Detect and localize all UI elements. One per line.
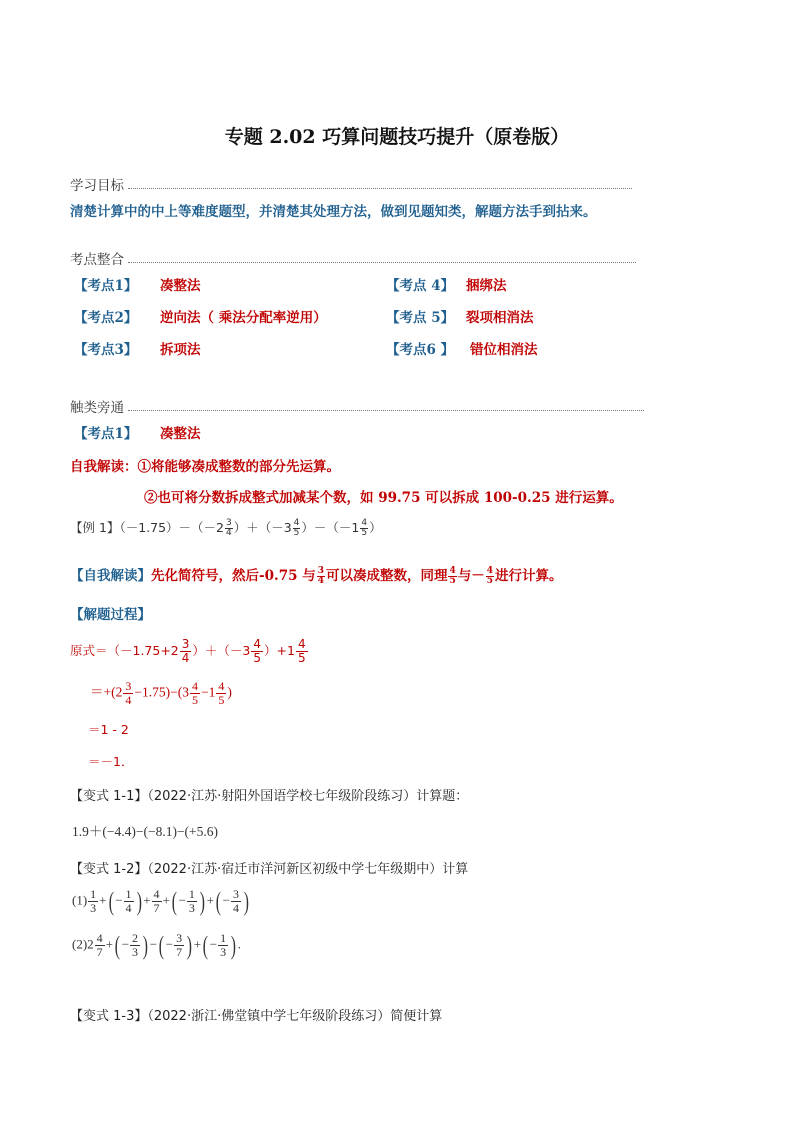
reading-text: 先化简符号，然后-0.75 与 [151,568,316,584]
kaodian-name: 凑整法 [160,278,201,294]
solution-label: 【解题过程】 [70,607,151,623]
kaodian-tag: 【考点 4】 [386,278,455,294]
fraction: $\frac{1}{3}$ [90,887,97,915]
example-reading-label: 【自我解读】 [70,568,151,584]
solution-line-1: 原式＝（－1.75+2 $\frac{3}{4}$ ）＋（－3 $\frac{4}{5}$ ）+1 $\frac{4}{5}$ [70,637,306,665]
expr-segment: ）＋（－3 [233,520,292,535]
kaodian-tag: 【考点 5】 [386,310,455,326]
part-number: (2) [72,936,88,952]
solution-line-2: ＝+(2 $\frac{3}{4}$ −1.75)−(3 $\frac{4}{5}$ −1 $\frac{4}{5}$ ) [90,679,232,707]
page-title: 专题 2.02 巧算问题技巧提升（原卷版） [224,126,570,148]
section1-name: 凑整法 [160,426,201,442]
reading-text: 可以凑成整数，同理 [325,568,448,584]
variant-1-1-label: 【变式 1-1】（2022·江苏·射阳外国语学校七年级阶段练习）计算题： [70,789,469,804]
reading-text: 与－ [457,568,485,584]
expr-segment: ） [369,520,382,535]
fraction: $\frac{3}{7}$ [176,931,183,959]
fraction: $\frac{2}{3}$ [132,931,139,959]
kaodian-tag: 【考点6 】 [386,342,455,358]
kaodian-tag: 【考点1】 [74,278,138,294]
fraction: $\frac{1}{3}$ [188,887,195,915]
example-label: 【例 1】 [70,520,120,535]
fraction: $\frac{4}{5}$ [449,566,456,586]
section1-tag: 【考点1】 [74,426,138,442]
fraction: $\frac{4}{5}$ [253,637,261,665]
expr-segment: （－1.75）－（－2 [119,520,224,535]
fraction: $\frac{3}{4}$ [225,518,232,538]
solution-line-3: ＝1 - 2 [88,722,129,737]
variant-1-2-label: 【变式 1-2】（2022·江苏·宿迁市洋河新区初级中学七年级期中）计算 [70,862,469,877]
section-label-practice: 触类旁通 [70,400,124,416]
self-reading-label: 自我解读： [70,459,138,475]
part-number: (1) [72,892,88,908]
fraction: $\frac{3}{4}$ [181,637,190,665]
example-reading [70,564,562,586]
self-reading-item-2: ②也可将分数拆成整式加减某个数，如 99.75 可以拆成 100-0.25 进行运算。 [144,490,623,506]
fraction: $\frac{3}{4}$ [317,566,324,586]
section-label-goals: 学习目标 [70,178,124,194]
variant-1-2-part-1: (1) $\frac{1}{3}$ +( − $\frac{1}{4}$ ) + $\frac{4}{7}$ +( − $\frac{1}{3}$ ) +( − $\frac{3}{4}$ ) [72,886,249,916]
section-label-points: 考点整合 [70,252,124,268]
example-1 [70,518,382,538]
variant-1-3-label: 【变式 1-3】（2022·浙江·佛堂镇中学七年级阶段练习）简便计算 [70,1009,443,1024]
fraction: $\frac{4}{5}$ [297,637,306,665]
goals-text: 清楚计算中的中上等难度题型，并清楚其处理方法，做到见题知类，解题方法手到拈来。 [70,204,597,220]
fraction: $\frac{1}{4}$ [125,887,132,915]
fraction: $\frac{3}{4}$ [232,887,239,915]
kaodian-name: 错位相消法 [470,342,538,358]
kaodian-name: 捆绑法 [466,278,507,294]
fraction: $\frac{1}{3}$ [220,931,227,959]
divider [128,188,632,189]
fraction: $\frac{4}{5}$ [218,679,225,707]
divider [128,262,636,263]
reading-text: 进行计算。 [494,568,563,584]
expr-segment: ）－（－1 [301,520,360,535]
fraction: $\frac{4}{5}$ [361,518,368,538]
fraction: $\frac{4}{7}$ [96,931,103,959]
fraction: $\frac{4}{5}$ [191,679,198,707]
self-reading-item-1: ①将能够凑成整数的部分先运算。 [137,459,340,475]
fraction: $\frac{4}{5}$ [486,566,493,586]
kaodian-name: 逆向法（ 乘法分配率逆用） [160,310,327,326]
self-reading [70,455,340,475]
fraction: $\frac{4}{5}$ [293,518,300,538]
divider [128,410,644,411]
kaodian-name: 裂项相消法 [466,310,534,326]
variant-1-1-expression: 1.9＋(−4.4)−(−8.1)−(+5.6) [72,824,219,839]
solution-line-4: ＝－1． [88,754,134,769]
fraction: $\frac{4}{7}$ [153,887,160,915]
variant-1-2-part-2: (2)2 $\frac{4}{7}$ +( − $\frac{2}{3}$ ) −( − $\frac{3}{7}$ ) +( − $\frac{1}{3}$ ) . [72,930,242,960]
kaodian-tag: 【考点2】 [74,310,138,326]
kaodian-tag: 【考点3】 [74,342,138,358]
kaodian-name: 拆项法 [160,342,201,358]
fraction: $\frac{3}{4}$ [125,679,132,707]
